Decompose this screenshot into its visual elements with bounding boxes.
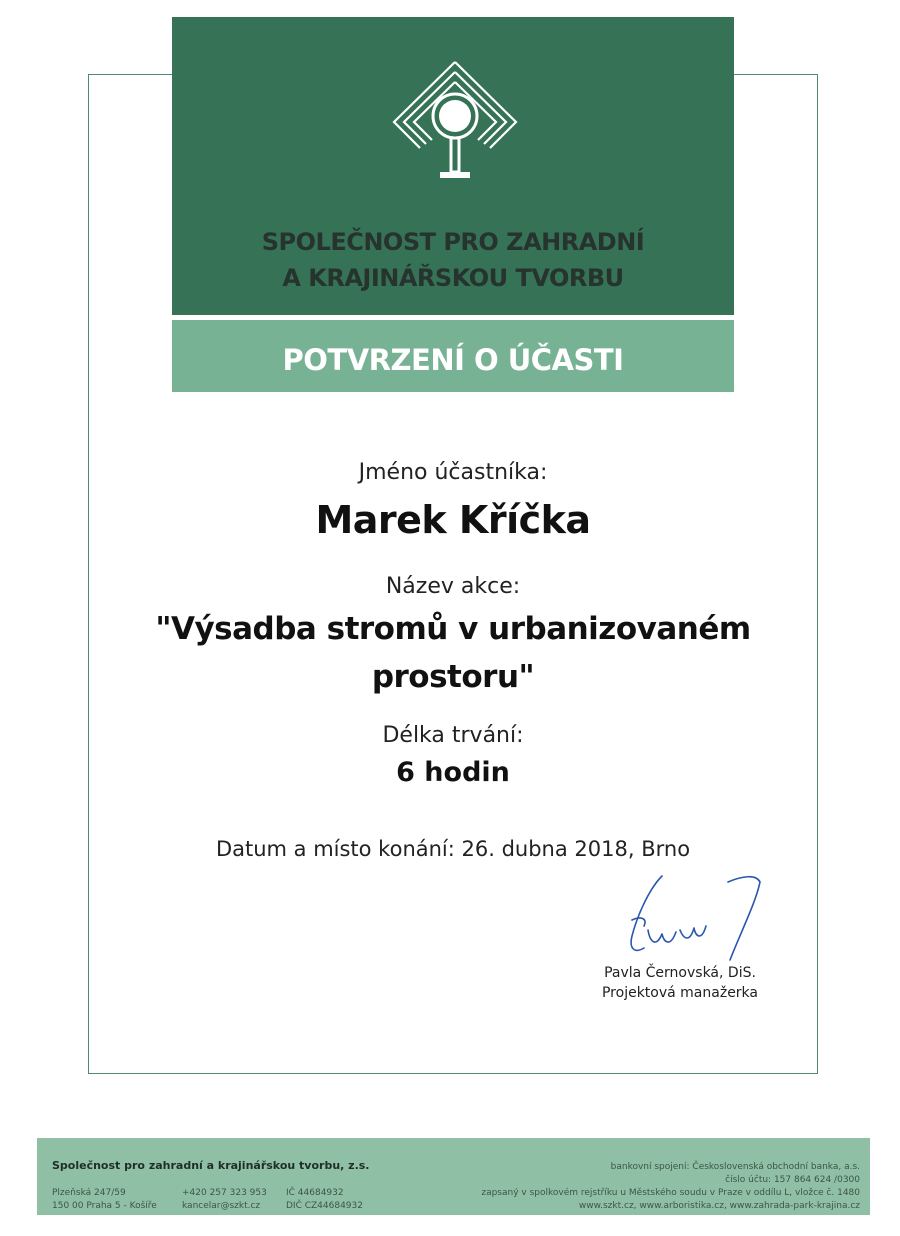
org-name-line2: A KRAJINÁŘSKOU TVORBU: [282, 264, 624, 292]
footer-phone: +420 257 323 953: [182, 1188, 267, 1198]
duration-label: Délka trvání:: [382, 723, 524, 748]
handwritten-signature: [610, 868, 770, 968]
tree-diamond-logo-icon: [390, 58, 520, 190]
signatory-role: Projektová manažerka: [601, 985, 759, 1001]
footer-bank: bankovní spojení: Československá obchodní banka, a.s.: [610, 1162, 860, 1172]
footer-registry: zapsaný v spolkovém rejstříku u Městského soudu v Praze v oddílu L, vložce č. 1480: [481, 1188, 860, 1198]
duration-value: 6 hodin: [396, 757, 510, 788]
event-label: Název akce:: [385, 574, 521, 599]
footer-ic: IČ 44684932: [286, 1188, 344, 1198]
footer-contact: [182, 1187, 267, 1213]
footer-email: kancelar@szkt.cz: [182, 1201, 261, 1211]
organization-name: [172, 224, 734, 296]
footer-company: Společnost pro zahradní a krajinářskou tvorbu, z.s.: [52, 1159, 370, 1172]
footer-account: číslo účtu: 157 864 624 /0300: [725, 1175, 860, 1185]
footer-dic: DIČ CZ44684932: [286, 1201, 363, 1211]
event-title-line1: "Výsadba stromů v urbanizovaném: [155, 611, 751, 647]
event-title: [88, 605, 818, 701]
footer-ids: [286, 1187, 363, 1213]
event-title-line2: prostoru": [371, 659, 535, 695]
footer-websites: www.szkt.cz, www.arboristika.cz, www.zahrada-park-krajina.cz: [578, 1201, 860, 1211]
footer-address: [52, 1187, 157, 1213]
footer-address-line2: 150 00 Praha 5 - Košíře: [52, 1201, 157, 1211]
footer-address-line1: Plzeňská 247/59: [52, 1188, 126, 1198]
signatory-name: Pavla Černovská, DiS.: [604, 965, 756, 981]
participant-name: Marek Kříčka: [315, 498, 591, 542]
certificate-title: POTVRZENÍ O ÚČASTI: [282, 343, 624, 377]
participant-label: Jméno účastníka:: [358, 460, 548, 485]
date-and-place: Datum a místo konání: 26. dubna 2018, Brno: [215, 837, 691, 861]
footer-bank-info: [481, 1161, 860, 1213]
org-name-line1: SPOLEČNOST PRO ZAHRADNÍ: [261, 228, 645, 256]
